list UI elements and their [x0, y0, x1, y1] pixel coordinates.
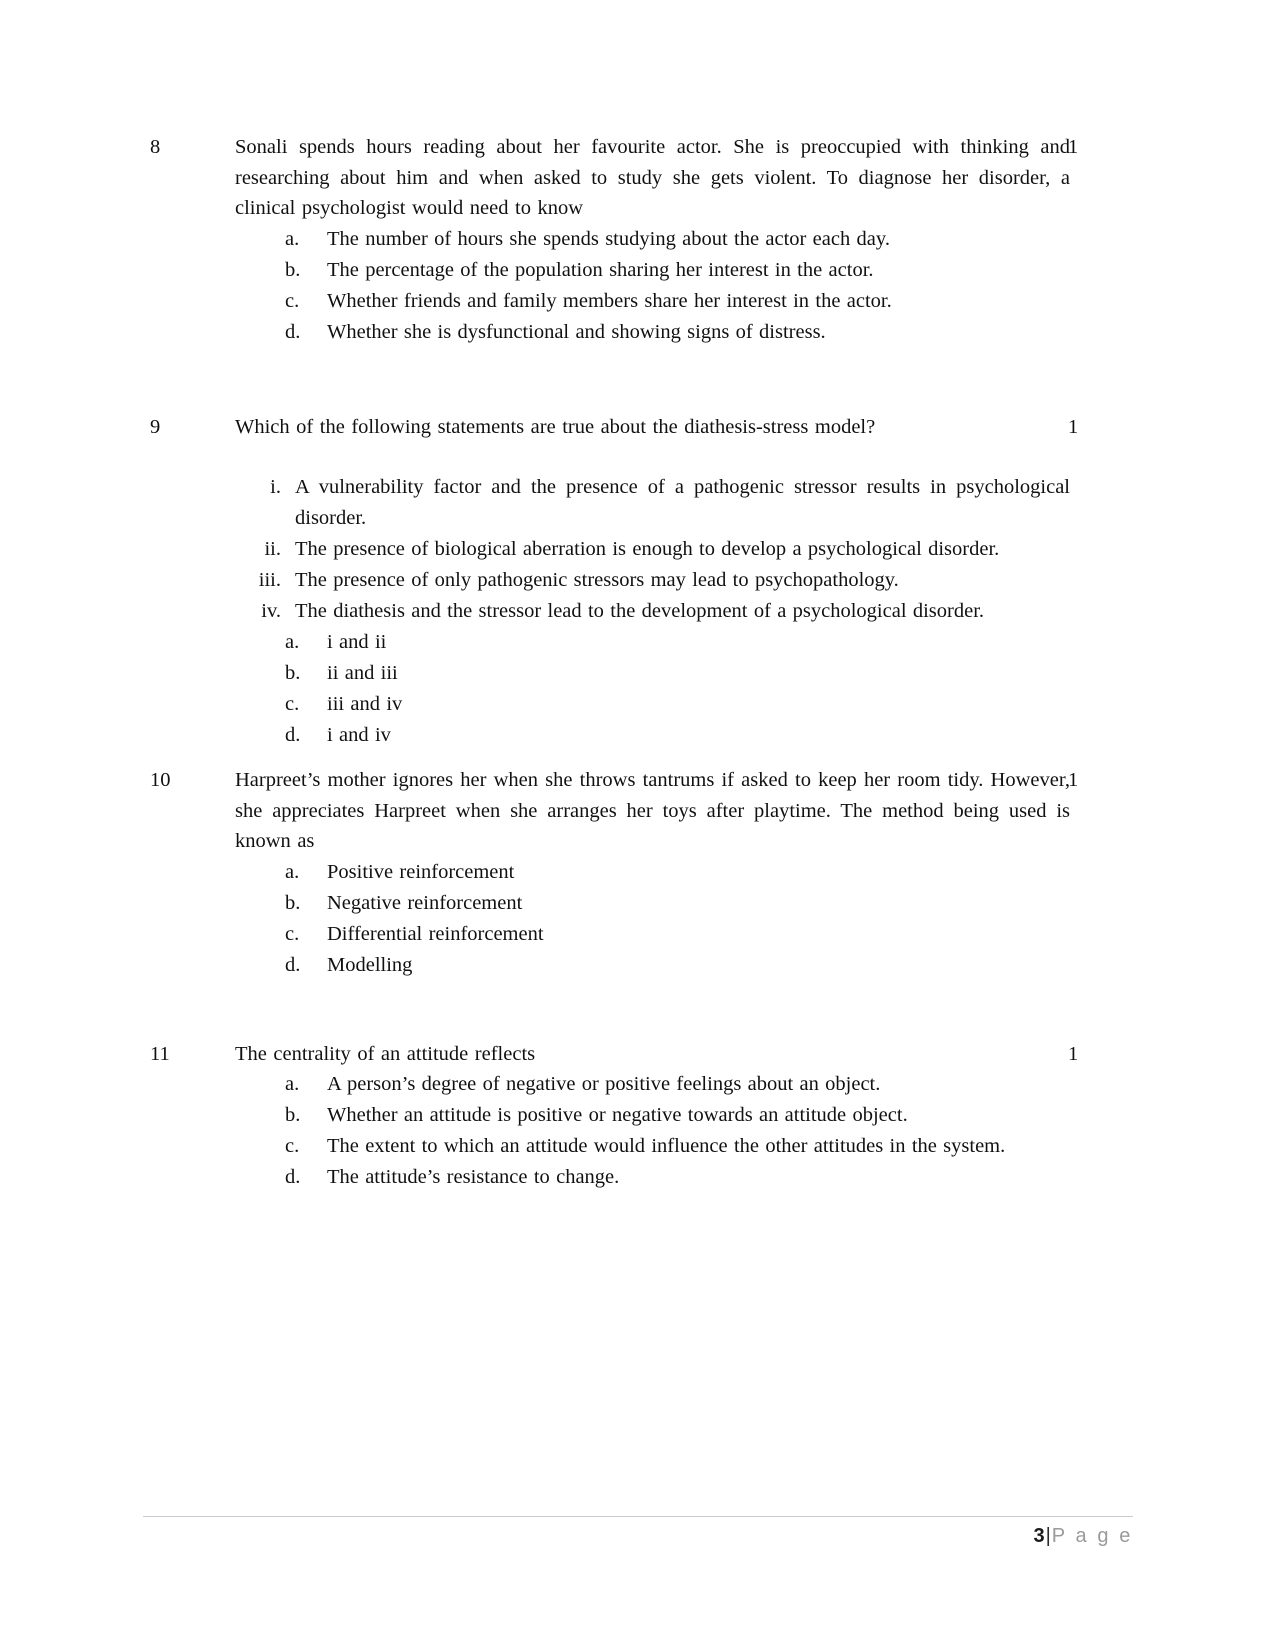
- option-11c[interactable]: [235, 1131, 1070, 1162]
- option-9a-text: i and ii: [327, 631, 387, 653]
- footer-separator: |: [1045, 1525, 1051, 1547]
- option-8a[interactable]: [235, 224, 1070, 255]
- option-9a[interactable]: [235, 627, 1070, 658]
- option-8a-text: The number of hours she spends studying about the actor each day.: [327, 227, 890, 250]
- footer-page-number: 3: [1033, 1525, 1045, 1547]
- option-9b-text: ii and iii: [327, 662, 398, 684]
- statement-9-iii: [235, 565, 1070, 596]
- option-8d-text: Whether she is dysfunctional and showing signs of distress.: [327, 320, 826, 343]
- question-marks-10: 1: [1068, 769, 1079, 791]
- statements-list-9: [235, 472, 1070, 627]
- options-list-9: [235, 627, 1070, 751]
- question-block-11: [150, 1039, 1079, 1194]
- option-8b[interactable]: [235, 255, 1070, 286]
- question-block-8: [150, 132, 1079, 348]
- statement-9-ii-text: The presence of biological aberration is enough to develop a psychological disorder.: [295, 538, 1000, 560]
- option-9c-text: iii and iv: [327, 693, 403, 715]
- option-11b[interactable]: [235, 1100, 1070, 1131]
- page-footer: [143, 1516, 1133, 1549]
- option-10b[interactable]: [235, 888, 1070, 919]
- question-block-10: [150, 765, 1079, 981]
- statement-9-iv: [235, 596, 1070, 627]
- option-11d-text: The attitude’s resistance to change.: [327, 1166, 620, 1188]
- question-number-9: 9: [150, 415, 161, 438]
- option-10a[interactable]: [235, 857, 1070, 888]
- spacer: [150, 348, 1070, 412]
- spacer: [150, 981, 1070, 1039]
- option-10d-text: Modelling: [327, 953, 413, 976]
- options-list-11: [235, 1069, 1070, 1193]
- statement-9-iv-text: The diathesis and the stressor lead to the development of a psychological disorder.: [295, 600, 985, 622]
- statement-9-i: [235, 472, 1070, 534]
- question-block-9: [150, 412, 1079, 752]
- option-11d[interactable]: [235, 1162, 1070, 1193]
- option-11a-text: A person’s degree of negative or positive feelings about an object.: [327, 1073, 881, 1095]
- question-number-11: 11: [150, 1042, 170, 1065]
- question-number-10: 10: [150, 769, 171, 791]
- option-11c-text: The extent to which an attitude would influence the other attitudes in the system.: [327, 1135, 1006, 1157]
- option-8c-text: Whether friends and family members share her interest in the actor.: [327, 289, 892, 312]
- option-9b[interactable]: [235, 658, 1070, 689]
- option-11a[interactable]: [235, 1069, 1070, 1100]
- option-9d[interactable]: [235, 720, 1070, 751]
- footer-page-label: [143, 1517, 1133, 1549]
- statement-9-i-text: A vulnerability factor and the presence of a pathogenic stressor results in psychological disorder.: [295, 476, 1070, 529]
- option-9c[interactable]: [235, 689, 1070, 720]
- option-11b-text: Whether an attitude is positive or negative towards an attitude object.: [327, 1104, 908, 1126]
- question-stem-10: Harpreet’s mother ignores her when she throws tantrums if asked to keep her room tidy. However, she appreciates Harpreet when she arranges her toys after playtime. The method being used is known as: [235, 769, 1070, 852]
- question-marks-8: 1: [1068, 136, 1079, 158]
- option-8d[interactable]: [235, 317, 1070, 348]
- options-list-10: [235, 857, 1070, 981]
- page-content: [150, 132, 1079, 1193]
- option-9d-text: i and iv: [327, 724, 391, 746]
- statement-9-ii: [235, 534, 1070, 565]
- question-stem-8: Sonali spends hours reading about her favourite actor. She is preoccupied with thinking and researching about him and when asked to study she gets violent. To diagnose her disorder, a clinical psychologist would need to know: [235, 136, 1070, 219]
- footer-page-word: P a g e: [1051, 1525, 1133, 1547]
- question-number-8: 8: [150, 136, 161, 158]
- question-stem-9: Which of the following statements are true about the diathesis-stress model?: [235, 415, 876, 438]
- option-10b-text: Negative reinforcement: [327, 891, 523, 914]
- option-8c[interactable]: [235, 286, 1070, 317]
- question-marks-11: 1: [1068, 1042, 1079, 1065]
- option-10c-text: Differential reinforcement: [327, 922, 544, 945]
- options-list-8: [235, 224, 1070, 348]
- question-marks-9: 1: [1068, 415, 1079, 438]
- spacer: [150, 751, 1070, 765]
- spacer: [235, 442, 1070, 472]
- option-10d[interactable]: [235, 950, 1070, 981]
- option-10a-text: Positive reinforcement: [327, 860, 515, 883]
- option-8b-text: The percentage of the population sharing her interest in the actor.: [327, 258, 874, 281]
- question-stem-11: The centrality of an attitude reflects: [235, 1042, 536, 1065]
- statement-9-iii-text: The presence of only pathogenic stressors may lead to psychopathology.: [295, 569, 899, 591]
- option-10c[interactable]: [235, 919, 1070, 950]
